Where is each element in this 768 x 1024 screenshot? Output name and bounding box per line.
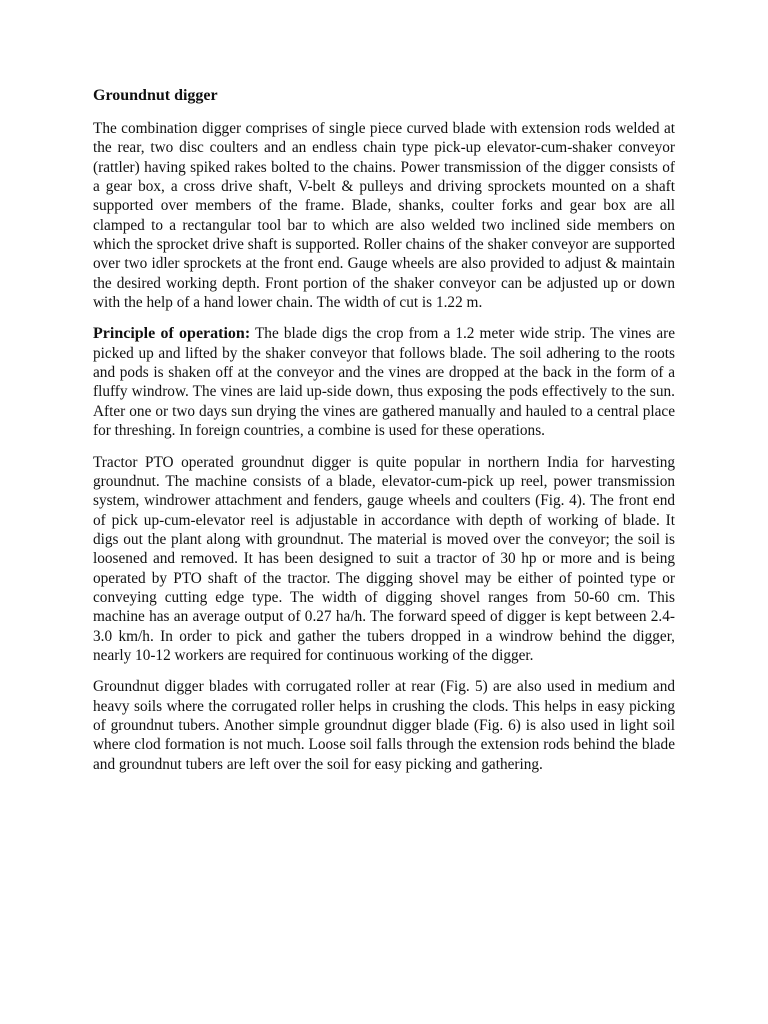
paragraph-text: The blade digs the crop from a 1.2 meter wide strip. The vines are picked up and lifted by the shaker conveyor that follows blade. The soil adhering to the roots and pods is shaken off at the conveyor and the vines are dropped at the back in the form of a fluffy windrow. The vines are laid up-side down, thus exposing the pods effectively to the sun. After one or two days sun drying the vines are gathered manually and hauled to a central place for threshing. In foreign countries, a combine is used for these operations. <box>93 325 675 440</box>
paragraph-text: The combination digger comprises of single piece curved blade with extension rods welded at the rear, two disc coulters and an endless chain type pick-up elevator-cum-shaker conveyor (rattler) having spiked rakes bolted to the chains. Power transmission of the digger consists of a gear box, a cross drive shaft, V-belt & pulleys and driving sprockets mounted on a shaft supported over members of the frame. Blade, shanks, coulter forks and gear box are all clamped to a rectangular tool bar to which are also welded two inclined side members on which the sprocket drive shaft is supported. Roller chains of the shaker conveyor are supported over two idler sprockets at the front end. Gauge wheels are also provided to adjust & maintain the desired working depth. Front portion of the shaker conveyor can be adjusted up or down with the help of a hand lower chain. The width of cut is 1.22 m. <box>93 120 675 312</box>
section-heading: Principle of operation: <box>93 325 251 343</box>
paragraph-digger-blades <box>93 677 675 774</box>
paragraph-principle-of-operation <box>93 324 675 440</box>
paragraph-text: Tractor PTO operated groundnut digger is quite popular in northern India for harvesting groundnut. The machine consists of a blade, elevator-cum-pick up reel, power transmission system, windrower attachment and fenders, gauge wheels and coulters (Fig. 4). The front end of pick up-cum-elevator reel is adjustable in accordance with depth of working of blade. It digs out the plant along with groundnut. The material is moved over the conveyor; the soil is loosened and removed. It has been designed to suit a tractor of 30 hp or more and is being operated by PTO shaft of the tractor. The digging shovel may be either of pointed type or conveying cutting edge type. The width of digging shovel ranges from 50-60 cm. This machine has an average output of 0.27 ha/h. The forward speed of digger is kept between 2.4-3.0 km/h. In order to pick and gather the tubers dropped in a windrow behind the digger, nearly 10-12 workers are required for continuous working of the digger. <box>93 453 675 664</box>
paragraph-description <box>93 119 675 312</box>
page-title: Groundnut digger <box>93 87 218 104</box>
paragraph-text: Groundnut digger blades with corrugated roller at rear (Fig. 5) are also used in medium and heavy soils where the corrugated roller helps in crushing the clods. This helps in easy picking of groundnut tubers. Another simple groundnut digger blade (Fig. 6) is also used in light soil where clod formation is not much. Loose soil falls through the extension rods behind the blade and groundnut tubers are left over the soil for easy picking and gathering. <box>93 678 675 773</box>
document-page <box>93 86 675 786</box>
paragraph-tractor-pto-digger <box>93 453 675 666</box>
